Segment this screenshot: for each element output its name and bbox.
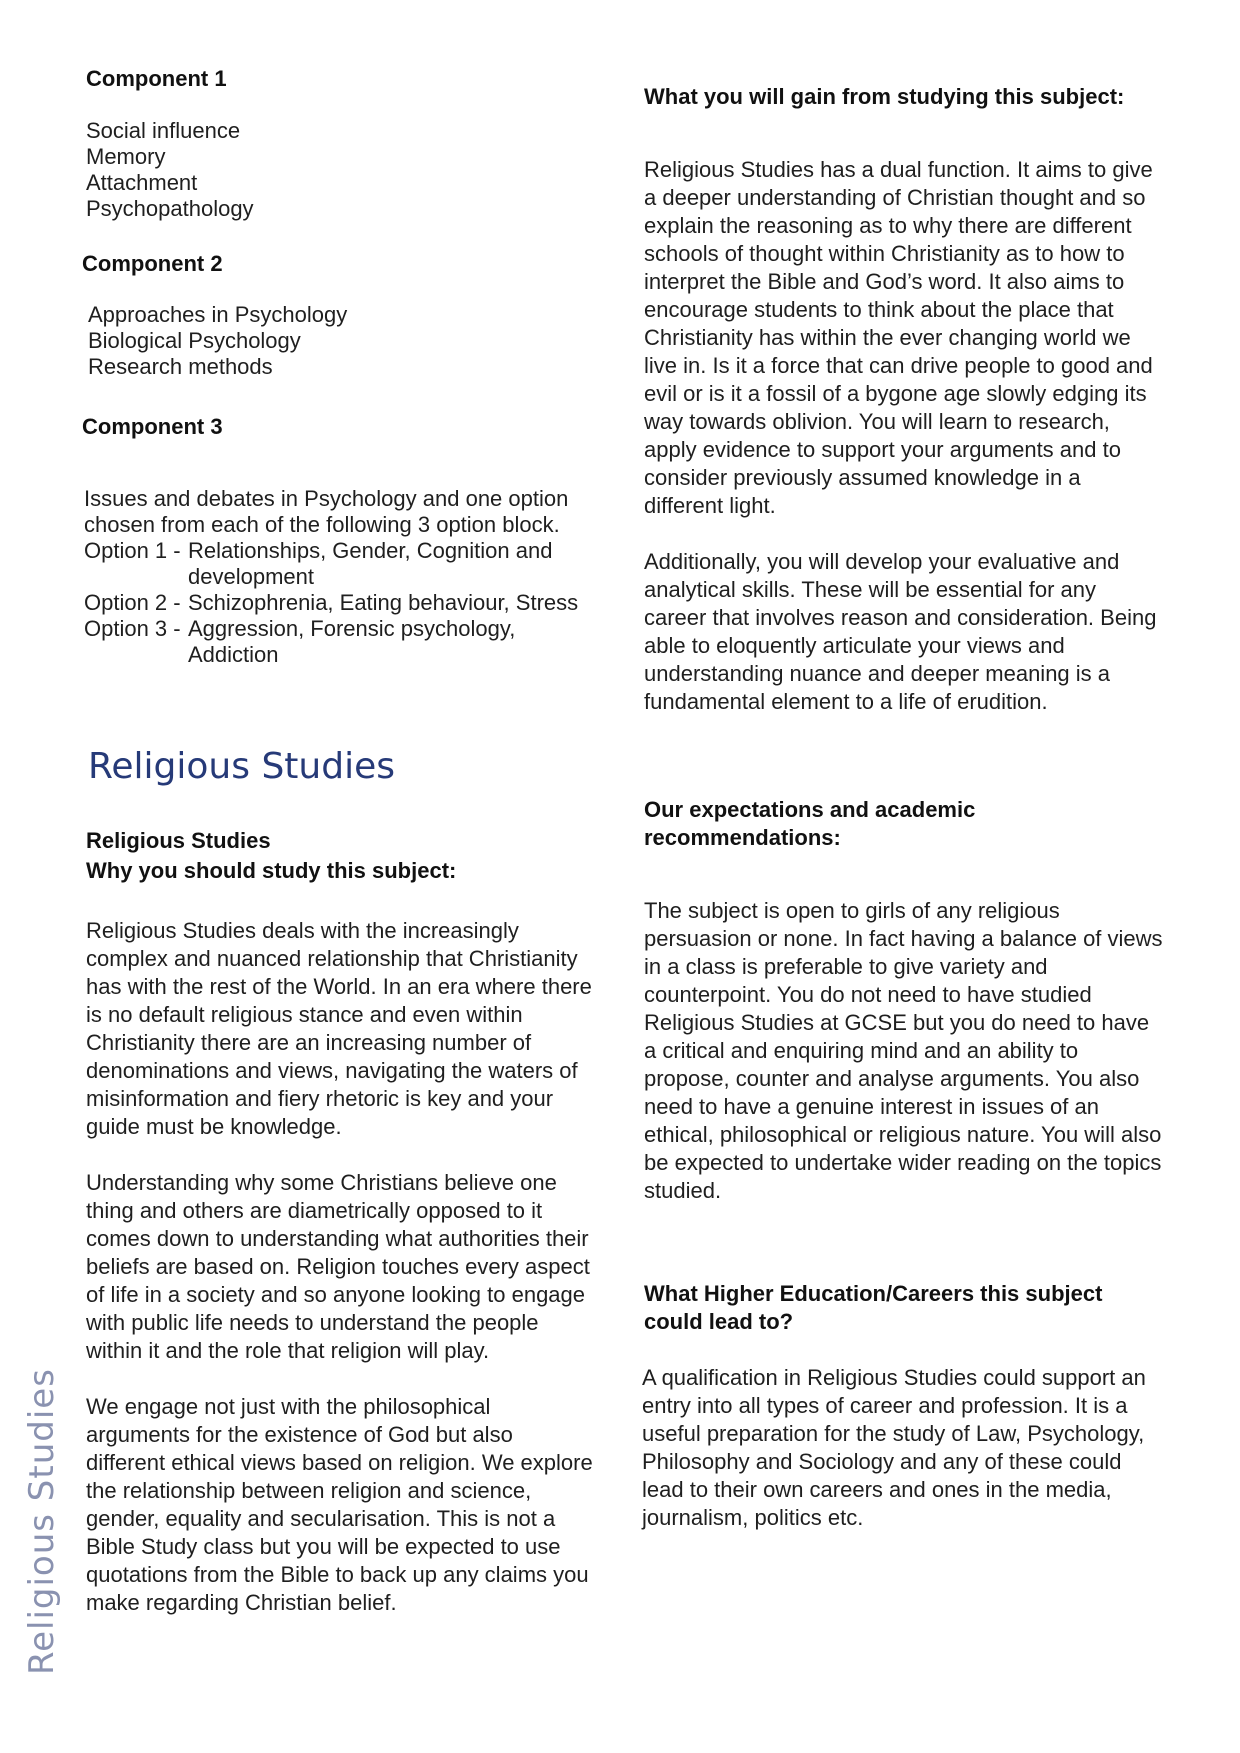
gain-body (644, 156, 1164, 716)
careers-body (642, 1364, 1162, 1532)
careers-paragraph: A qualification in Religious Studies could support an entry into all types of career and profession. It is a useful preparation for the study of Law, Psychology, Philosophy and Sociology and any of these could lead to their own careers and ones in the media, journalism, politics etc. (642, 1365, 1146, 1530)
option-prefix: Option 1 - (84, 538, 181, 563)
list-item: Biological Psychology (88, 328, 301, 353)
subject-name-heading: Religious Studies (86, 828, 271, 853)
option-text: Aggression, Forensic psychology, Addiction (188, 616, 516, 667)
list-item: Social influence (86, 118, 241, 143)
component-2-heading: Component 2 (82, 251, 223, 276)
component-3-intro: Issues and debates in Psychology and one option chosen from each of the following 3 option block. (84, 486, 569, 537)
why-paragraph: Religious Studies deals with the increasingly complex and nuanced relationship that Christianity has with the rest of the World. In an era where there is no default religious stance and even within Christianity there are an increasing number of denominations and views, navigating the waters of misinformation and fiery rhetoric is key and your guide must be knowledge. (86, 918, 592, 1139)
list-item: Attachment (86, 170, 198, 195)
expectations-heading: Our expectations and academic recommendations: (644, 797, 976, 850)
option-1 (84, 538, 594, 590)
gain-paragraph: Religious Studies has a dual function. It aims to give a deeper understanding of Christian thought and so explain the reasoning as to why there are different schools of thought within Christianity as to how to interpret the Bible and God’s word. It also aims to encourage students to think about the place that Christianity has within the ever changing world we live in. Is it a force that can drive people to good and evil or is it a fossil of a bygone age slowly edging its way towards oblivion. You will learn to research, apply evidence to support your arguments and to consider previously assumed knowledge in a different light. (644, 157, 1153, 518)
list-item: Research methods (88, 354, 273, 379)
gain-paragraph: Additionally, you will develop your evaluative and analytical skills. These will be essential for any career that involves reason and consideration. Being able to eloquently articulate your views and understanding nuance and deeper meaning is a fundamental element to a life of erudition. (644, 549, 1157, 714)
option-2 (84, 590, 594, 616)
option-text: Relationships, Gender, Cognition and development (188, 538, 553, 589)
component-3-body (84, 486, 594, 668)
option-text: Schizophrenia, Eating behaviour, Stress (188, 590, 579, 615)
expectations-body (644, 897, 1164, 1205)
list-item: Psychopathology (86, 196, 254, 221)
option-prefix: Option 2 - (84, 590, 181, 615)
component-1-list (86, 118, 254, 222)
why-study-heading: Why you should study this subject: (86, 858, 457, 883)
list-item: Memory (86, 144, 166, 169)
component-1-heading: Component 1 (86, 66, 227, 91)
component-3-heading: Component 3 (82, 414, 223, 439)
option-3 (84, 616, 594, 668)
section-title: Religious Studies (88, 746, 395, 787)
expectations-paragraph: The subject is open to girls of any religious persuasion or none. In fact having a balance of views in a class is preferable to give variety and counterpoint. You do not need to have studied Religious Studies at GCSE but you do need to have a critical and enquiring mind and an ability to propose, counter and analyse arguments. You also need to have a genuine interest in issues of an ethical, philosophical or religious nature. You will also be expected to undertake wider reading on the topics studied. (644, 898, 1163, 1203)
why-paragraph: We engage not just with the philosophical arguments for the existence of God but also different ethical views based on religion. We explore the relationship between religion and science, gender, equality and secularisation. This is not a Bible Study class but you will be expected to use quotations from the Bible to back up any claims you make regarding Christian belief. (86, 1394, 593, 1615)
gain-heading: What you will gain from studying this subject: (644, 84, 1125, 109)
component-2-list (88, 302, 347, 380)
why-study-body (86, 917, 596, 1617)
careers-heading: What Higher Education/Careers this subject could lead to? (644, 1281, 1103, 1334)
option-prefix: Option 3 - (84, 616, 181, 641)
side-label: Religious Studies (22, 1368, 62, 1675)
list-item: Approaches in Psychology (88, 302, 348, 327)
why-paragraph: Understanding why some Christians believe one thing and others are diametrically opposed to it comes down to understanding what authorities their beliefs are based on. Religion touches every aspect of life in a society and so anyone looking to engage with public life needs to understand the people within it and the role that religion will play. (86, 1170, 590, 1363)
